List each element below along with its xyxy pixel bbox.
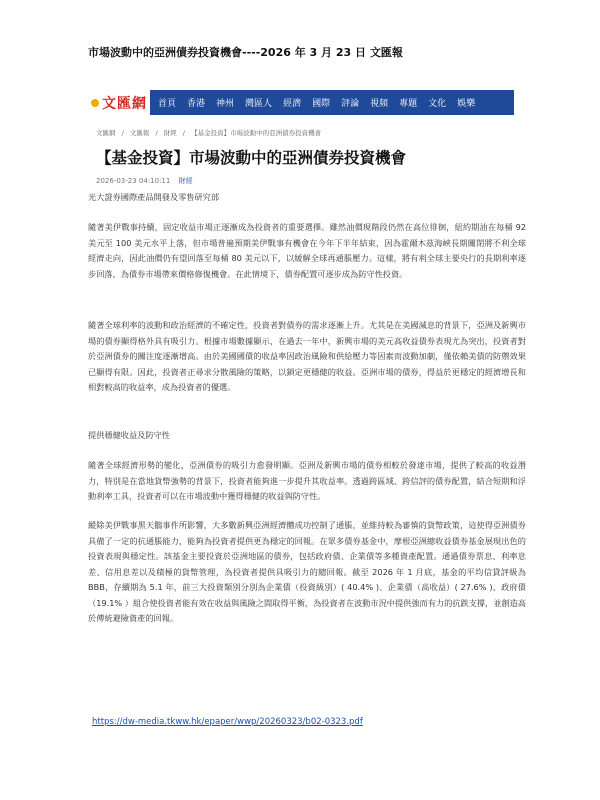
nav-item-international[interactable]: 國際 [312, 99, 331, 109]
nav-item-hongkong[interactable]: 香港 [187, 99, 206, 109]
site-logo[interactable] [88, 90, 150, 115]
article-author: 光大證券國際產品開發及零售研究部 [88, 192, 220, 202]
nav-item-commentary[interactable]: 評論 [341, 99, 360, 109]
nav-item-economy[interactable]: 經濟 [283, 99, 302, 109]
article-paragraph: 隨著全球經濟形勢的變化，亞洲債券的吸引力愈發明顯。亞洲及新興市場的債券相較於發達市場，提供了較高的收益潛力，特別是在當地貨幣強勢的背景下，投資者能夠進一步提升其收益率。透過跨區域、跨信評的債券配置，結合短期和浮動利率工具，投資者可以在市場波動中獲得穩健的收益與防守性。 [88, 460, 526, 501]
nav-item-bay-area[interactable]: 灣區人 [245, 99, 273, 109]
timestamp: 2026-03-23 04:10:11 [96, 177, 171, 185]
article-paragraph: 隨著美伊戰事持續，固定收益市場正逐漸成為投資者的重要選擇。雖然油價現階段仍然在高位徘徊，紐約期油在每桶 92 美元至 100 美元水平上落，但市場普遍預期美伊戰事有機會在今年下半年結束，因為霍爾木茲海峽長期關閉將不利全球經濟走向，因此油價仍有望回落至每桶 80 美元以下，以緩解全球再通脹壓力。這樣，將有利全球主要央行的長期利率逐步回落，為債券市場帶來價格修復機會。在此情境下，債券配置可逐步成為防守性投資。 [88, 222, 526, 279]
breadcrumb-separator: / [155, 129, 158, 137]
source-link[interactable]: https://dw-media.tkww.hk/epaper/wwp/20260323/b02-0323.pdf [92, 717, 363, 727]
breadcrumb-current: 【基金投資】市場波動中的亞洲債券投資機會 [191, 129, 322, 137]
article-title: 【基金投資】市場波動中的亞洲債券投資機會 [96, 149, 407, 167]
nav-item-china[interactable]: 神州 [216, 99, 235, 109]
document-title: 市場波動中的亞洲債券投資機會----2026 年 3 月 23 日 文匯報 [88, 46, 403, 59]
site-navbar [88, 90, 514, 115]
nav-item-special[interactable]: 專題 [399, 99, 418, 109]
breadcrumb [96, 128, 325, 137]
nav-item-home[interactable]: 首頁 [158, 99, 177, 109]
breadcrumb-separator: / [182, 129, 185, 137]
category-tag[interactable]: 財經 [178, 177, 193, 185]
nav-item-video[interactable]: 視頻 [370, 99, 389, 109]
breadcrumb-item[interactable]: 文匯網 [96, 129, 116, 137]
nav-item-culture[interactable]: 文化 [428, 99, 447, 109]
logo-icon [91, 99, 99, 107]
article-subheading: 提供穩健收益及防守性 [88, 430, 170, 440]
breadcrumb-item[interactable]: 財經 [163, 129, 177, 137]
breadcrumb-separator: / [121, 129, 124, 137]
article-paragraph: 隨著全球利率的波動和政治經濟的不確定性，投資者對債券的需求逐漸上升。尤其是在美國減息的背景下，亞洲及新興市場的債券顯得格外具有吸引力。根據市場數據顯示，在過去一年中，新興市場的美元高收益債券表現尤為突出，投資者對於亞洲債券的關注度逐漸增高。由於美國國債的收益率因政治風險和供給壓力等因素而波動加劇，僅依賴美債的防禦效果已顯得有限。因此，投資者正尋求分散風險的策略，以鎖定更穩健的收益。亞洲市場的債券，得益於更穩定的經濟增長和相對較高的收益率，成為投資者的優選。 [88, 320, 526, 392]
nav-item-entertainment[interactable]: 娛樂 [457, 99, 476, 109]
breadcrumb-item[interactable]: 文匯報 [129, 129, 150, 137]
article-paragraph: 縱除美伊戰事黑天鵝事件所影響，大多數新興亞洲經濟體成功控制了通脹，並維持較為審慎的貨幣政策，這使得亞洲債券具備了一定的抗通脹能力，能夠為投資者提供更為穩定的回報。在眾多債券基金中，摩根亞洲總收益債券基金展現出色的投資表現與穩定性。該基金主要投資於亞洲地區的債券，包括政府債、企業債等多種資產配置。通過債券票息、利率息差、信用息差以及積極的貨幣管理，為投資者提供具吸引力的總回報。截至 2026 年 1 月底，基金的平均信貸評級為 BBB，存續期為 5.1 年，前三大投資類別分別為企業債（投資級別）( 40.4% )、企業債（高收益）( 27.6% )、政府債（19.1% ）組合使投資者能有效在收益與風險之間取得平衡，為投資者在波動市況中提供強而有力的抗跌支撐，並創造高於傳統避險資產的回報。 [88, 520, 526, 623]
nav-items [158, 96, 486, 109]
article-meta [96, 176, 193, 186]
logo-text: 文匯網 [102, 95, 147, 112]
